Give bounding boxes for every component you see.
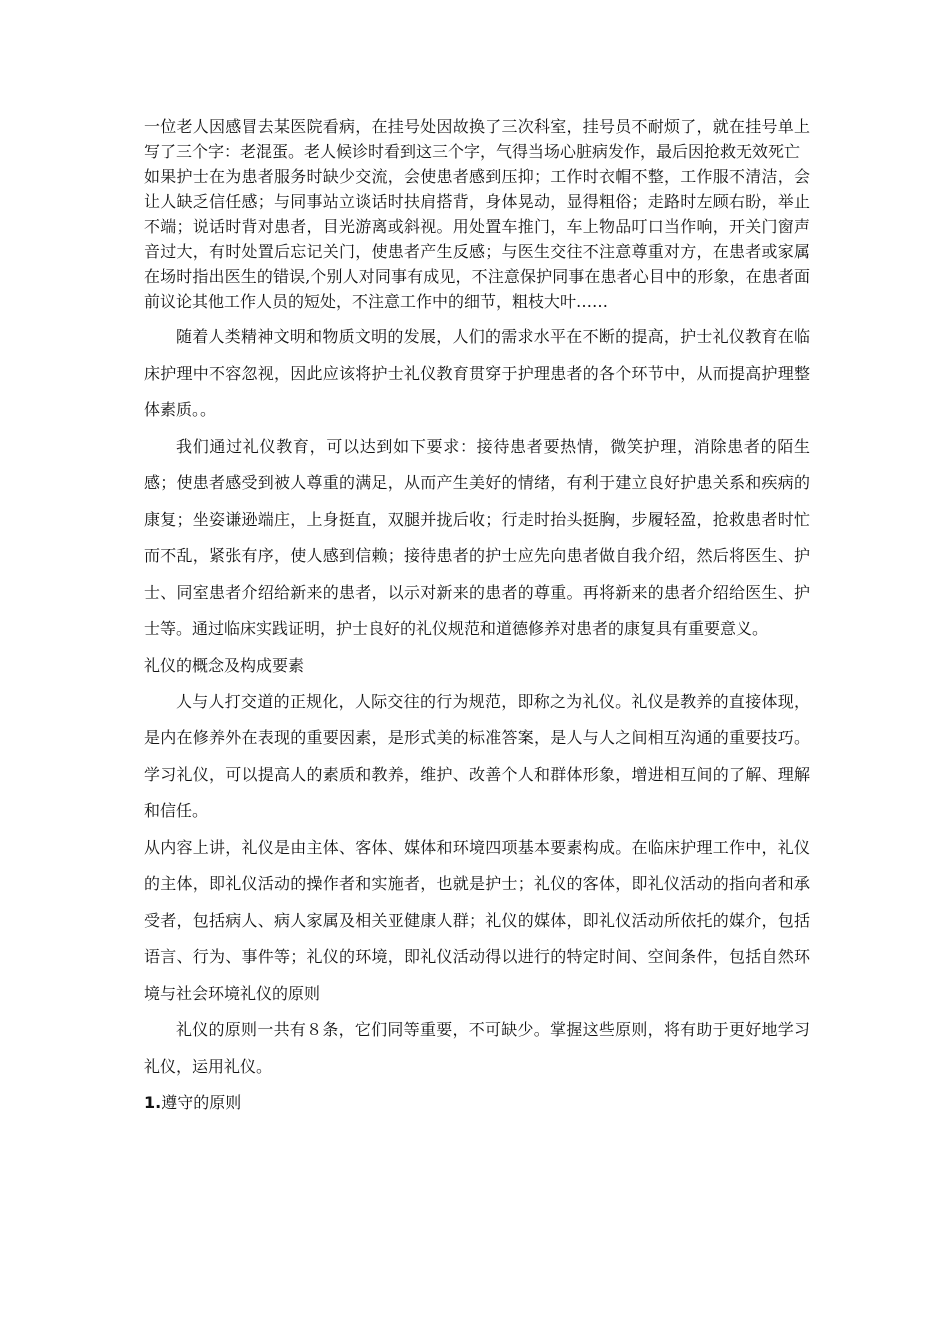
section-heading-etiquette-concept: 礼仪的概念及构成要素: [144, 655, 305, 675]
heading-number: 1.: [144, 1093, 162, 1112]
section-heading-compliance-principle: [144, 1085, 810, 1121]
paragraph-etiquette-elements: 从内容上讲，礼仪是由主体、客体、媒体和环境四项基本要素构成。在临床护理工作中，礼仪的主体，即礼仪活动的操作者和实施者，也就是护士；礼仪的客体，即礼仪活动的指向者和承受者，包括病人、病人家属及相关亚健康人群；礼仪的媒体，即礼仪活动所依托的媒介，包括语言、行为、事件等；礼仪的环境，即礼仪活动得以进行的特定时间、空间条件，包括自然环境与社会环境礼仪的原则: [144, 837, 810, 1003]
paragraph-elderly-patient-story: 一位老人因感冒去某医院看病，在挂号处因故换了三次科室，挂号员不耐烦了，就在挂号单上写了三个字：老混蛋。老人候诊时看到这三个字，气得当场心脏病发作，最后因抢救无效死亡: [144, 117, 810, 161]
paragraph-etiquette-definition: 人与人打交道的正规化，人际交往的行为规范，即称之为礼仪。礼仪是教养的直接体现，是内在修养外在表现的重要因素，是形式美的标准答案，是人与人之间相互沟通的重要技巧。学习礼仪，可以提高人的素质和教养，维护、改善个人和群体形象，增进相互间的了解、理解和信任。: [144, 691, 810, 820]
paragraph-nurse-behavior-problems: 如果护士在为患者服务时缺少交流，会使患者感到压抑；工作时衣帽不整，工作服不清洁，会让人缺乏信任感；与同事站立谈话时扶肩搭背，身体晃动，显得粗俗；走路时左顾右盼，举止不端；说话时背对患者，目光游离或斜视。用处置车推门，车上物品叮口当作响，开关门窗声音过大，有时处置后忘记关门，使患者产生反感；与医生交往不注意尊重对方，在患者或家属在场时指出医生的错误,个别人对同事有成见，不注意保护同事在患者心目中的形象，在患者面前议论其他工作人员的短处，不注意工作中的细节，粗枝大叶……: [144, 167, 810, 311]
document-page: [144, 114, 810, 1121]
paragraph-etiquette-principles-intro: 礼仪的原则一共有８条，它们同等重要，不可缺少。掌握这些原则，将有助于更好地学习礼仪，运用礼仪。: [144, 1020, 810, 1076]
paragraph-etiquette-education-requirements: 我们通过礼仪教育，可以达到如下要求：接待患者要热情，微笑护理，消除患者的陌生感；使患者感受到被人尊重的满足，从而产生美好的情绪，有利于建立良好护患关系和疾病的康复；坐姿谦逊端庄，上身挺直，双腿并拢后收；行走时抬头挺胸，步履轻盈，抢救患者时忙而不乱，紧张有序，使人感到信赖；接待患者的护士应先向患者做自我介绍，然后将医生、护士、同室患者介绍给新来的患者，以示对新来的患者的尊重。再将新来的患者介绍给医生、护士等。通过临床实践证明，护士良好的礼仪规范和道德修养对患者的康复具有重要意义。: [144, 436, 810, 638]
paragraph-etiquette-education-importance: 随着人类精神文明和物质文明的发展，人们的需求水平在不断的提高，护士礼仪教育在临床护理中不容忽视，因此应该将护士礼仪教育贯穿于护理患者的各个环节中，从而提高护理整体素质。。: [144, 327, 810, 419]
heading-text: 遵守的原则: [161, 1093, 242, 1112]
